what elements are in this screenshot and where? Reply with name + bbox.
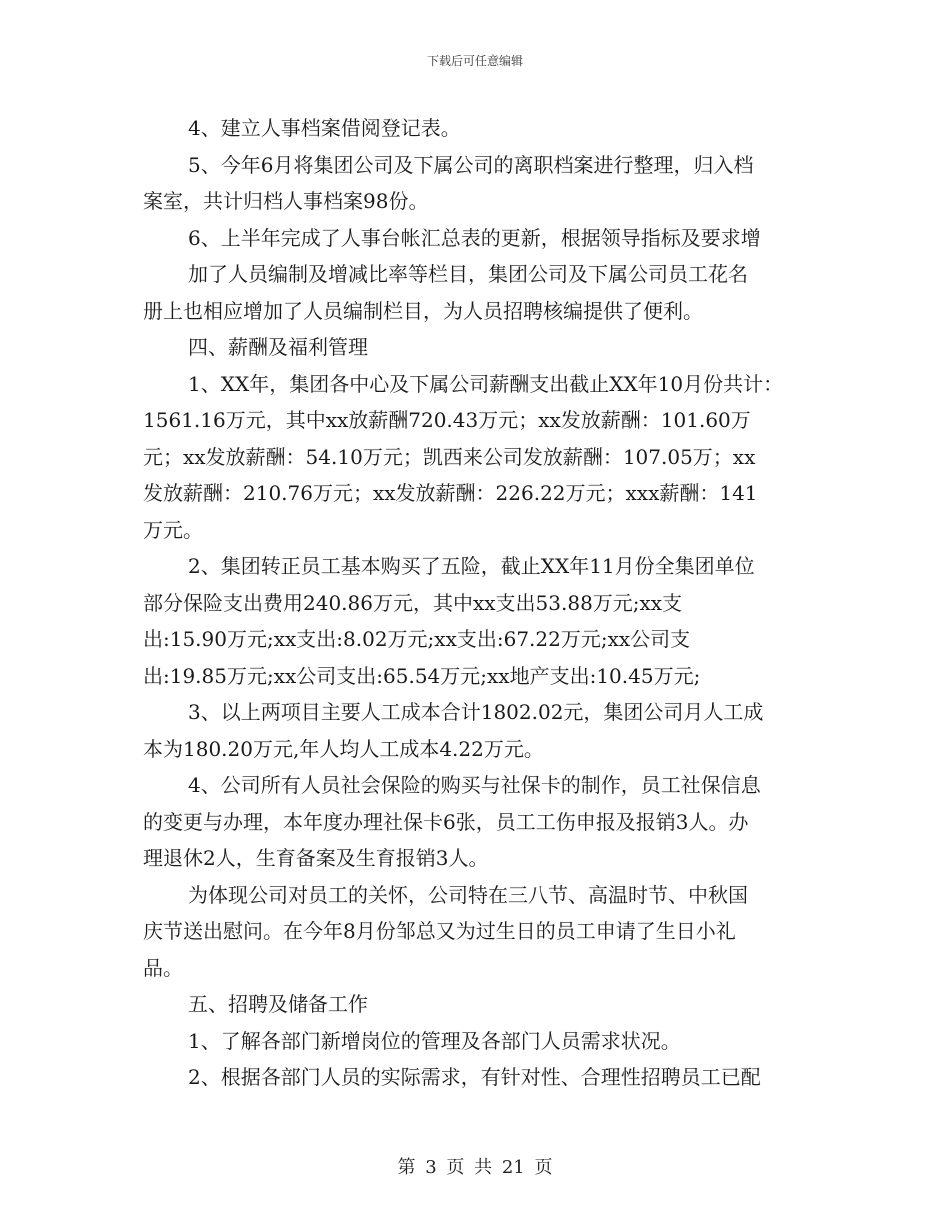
text-line: 发放薪酬：210.76万元；xx发放薪酬：226.22万元；xxx薪酬：141 xyxy=(143,481,758,505)
text-line: 3、以上两项目主要人工成本合计1802.02元，集团公司月人工成 xyxy=(188,700,764,724)
text-line: 案室，共计归档人事档案98份。 xyxy=(143,189,429,213)
text-line: 6、上半年完成了人事台帐汇总表的更新，根据领导指标及要求增 xyxy=(188,225,761,250)
text-line: 4、公司所有人员社会保险的购买与社保卡的制作，员工社保信息 xyxy=(188,773,761,797)
text-line: 为体现公司对员工的关怀，公司特在三八节、高温时节、中秋国 xyxy=(188,882,748,907)
text-line: 部分保险支出费用240.86万元，其中xx支出53.88万元;xx支 xyxy=(143,590,683,615)
page-footer: 第 3 页 共 21 页 xyxy=(397,1157,553,1178)
text-line: 品。 xyxy=(143,955,183,980)
text-line: 庆节送出慰问。在今年8月份邹总又为过生日的员工申请了生日小礼 xyxy=(143,919,736,943)
text-line: 1、XX年，集团各中心及下属公司薪酬支出截止XX年10月份共计： xyxy=(188,371,784,396)
page-header: 下载后可任意编辑 xyxy=(426,54,523,68)
document-body xyxy=(143,110,823,1096)
text-line: 1561.16万元，其中xx放薪酬720.43万元；xx发放薪酬：101.60万 xyxy=(143,408,751,432)
text-line: 册上也相应增加了人员编制栏目，为人员招聘核编提供了便利。 xyxy=(143,298,703,323)
text-line: 万元。 xyxy=(143,517,203,542)
text-line: 本为180.20万元,年人均人工成本4.22万元。 xyxy=(143,736,544,761)
text-line: 4、建立人事档案借阅登记表。 xyxy=(188,116,461,140)
text-line: 理退休2人，生育备案及生育报销3人。 xyxy=(143,846,489,870)
text-line: 5、今年6月将集团公司及下属公司的离职档案进行整理，归入档 xyxy=(188,152,754,177)
text-line: 出:19.85万元;xx公司支出:65.54万元;xx地产支出:10.45万元; xyxy=(143,663,701,688)
text-line: 的变更与办理，本年度办理社保卡6张，员工工伤申报及报销3人。办 xyxy=(143,809,749,834)
text-line: 出:15.90万元;xx支出:8.02万元;xx支出:67.22万元;xx公司支 xyxy=(143,627,691,651)
text-line: 2、集团转正员工基本购买了五险，截止XX年11月份全集团单位 xyxy=(188,554,755,578)
text-line: 元；xx发放薪酬：54.10万元；凯西来公司发放薪酬：107.05万；xx xyxy=(143,444,756,469)
text-line: 加了人员编制及增减比率等栏目，集团公司及下属公司员工花名 xyxy=(188,262,748,286)
text-line: 1、了解各部门新增岗位的管理及各部门人员需求状况。 xyxy=(188,1028,681,1053)
text-line: 五、招聘及储备工作 xyxy=(188,992,368,1016)
text-line: 四、薪酬及福利管理 xyxy=(188,335,368,359)
text-line: 2、根据各部门人员的实际需求，有针对性、合理性招聘员工已配 xyxy=(188,1065,761,1089)
